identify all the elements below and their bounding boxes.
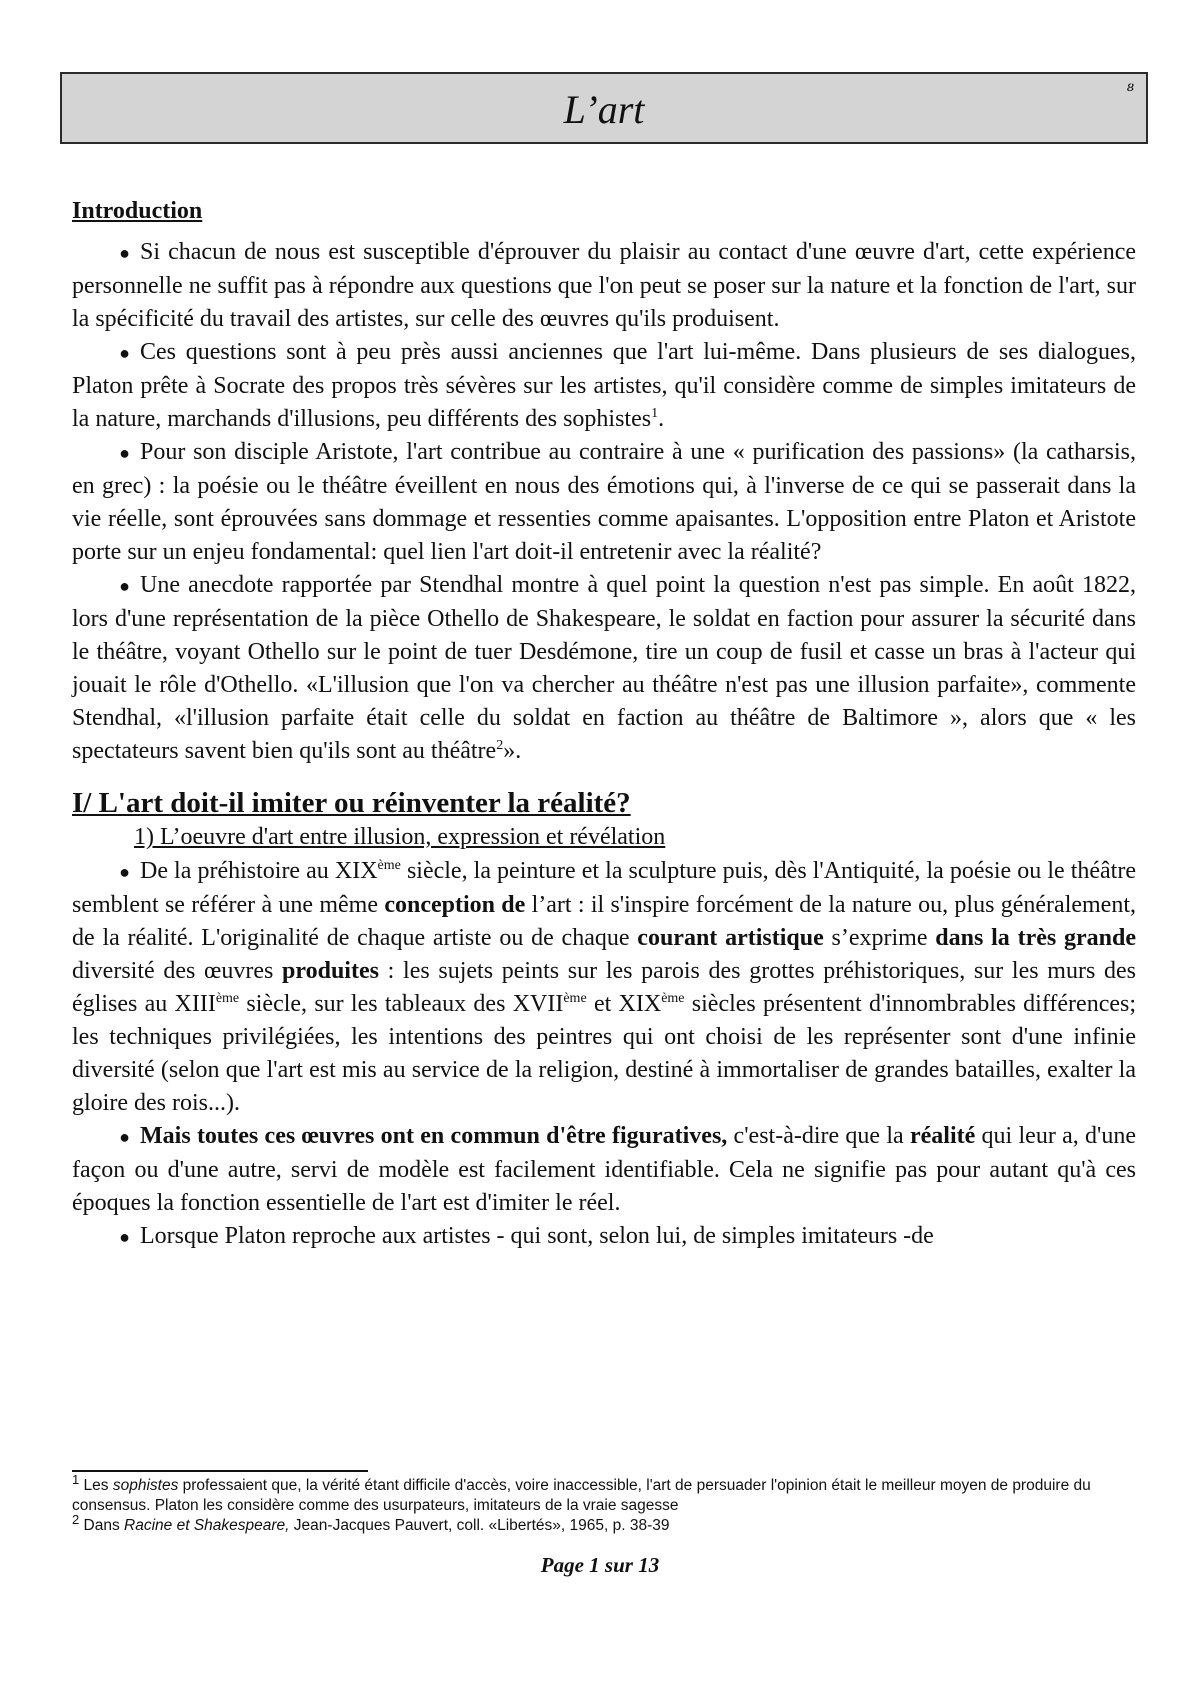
section-1-heading: I/ L'art doit-il imiter ou réinventer la réalité? bbox=[72, 787, 631, 819]
bullet-icon: ● bbox=[119, 1227, 130, 1247]
s1p1-bold-3: dans la très grande bbox=[935, 925, 1137, 951]
superscript-eme: ème bbox=[661, 991, 685, 1006]
intro-paragraph-3 bbox=[72, 436, 1136, 569]
footnote-1-number: 1 bbox=[72, 1471, 80, 1487]
bullet-icon: ● bbox=[119, 576, 130, 596]
superscript-eme: ème bbox=[563, 991, 587, 1006]
intro-paragraph-2 bbox=[72, 336, 1136, 436]
introduction-heading: Introduction bbox=[72, 198, 203, 224]
intro-p3-text: Pour son disciple Aristote, l'art contribue au contraire à une « purification des passions» (la catharsis, en grec) : la poésie ou le théâtre éveillent en nous des émotions qui, à l'inverse de ce qui se passerait dans la vie réelle, sont éprouvées sans dommage et ressenties comme apaisantes. L'opposition entre Platon et Aristote porte sur un enjeu fondamental: quel lien l'art doit-il entretenir avec la réalité? bbox=[72, 439, 1136, 565]
bullet-icon: ● bbox=[119, 443, 130, 463]
footnote-1-italic: sophistes bbox=[112, 1477, 179, 1494]
bullet-icon: ● bbox=[119, 1127, 130, 1147]
footnote-separator bbox=[72, 1470, 368, 1472]
s1p2-text-a: c'est-à-dire que la bbox=[727, 1123, 910, 1149]
footnote-2-text-a: Dans bbox=[79, 1517, 125, 1534]
intro-p1-text: Si chacun de nous est susceptible d'éprouver du plaisir au contact d'une œuvre d'art, cette expérience personnelle ne suffit pas à répondre aux questions que l'on peut se poser sur la nature et la fonction de l'art, sur la spécificité du travail des artistes, sur celle des œuvres qu'ils produisent. bbox=[72, 239, 1136, 332]
bullet-icon: ● bbox=[119, 243, 130, 263]
intro-p4-text: Une anecdote rapportée par Stendhal montre à quel point la question n'est pas simple. En août 1822, lors d'une représentation de la pièce Othello de Shakespeare, le soldat en faction pour assurer la sécurité dans le théâtre, voyant Othello sur le point de tuer Desdémone, tire un coup de fusil et casse un bras à l'acteur qui jouait le rôle d'Othello. «L'illusion que l'on va chercher au théâtre n'est pas une illusion parfaite», commente Stendhal, «l'illusion parfaite était celle du soldat en faction au théâtre de Baltimore », alors que « les spectateurs savent bien qu'ils sont au théâtre bbox=[72, 572, 1136, 764]
title-box bbox=[60, 72, 1148, 144]
document-body bbox=[72, 196, 1136, 1254]
s1p3-text: Lorsque Platon reproche aux artistes - qui sont, selon lui, de simples imitateurs -de bbox=[140, 1223, 934, 1249]
bullet-icon: ● bbox=[119, 862, 130, 882]
s1p1-text-a: De la préhistoire au XIX bbox=[140, 858, 378, 884]
section-1-paragraph-3 bbox=[72, 1220, 1136, 1254]
intro-p2-text: Ces questions sont à peu près aussi anciennes que l'art lui-même. Dans plusieurs de ses dialogues, Platon prête à Socrate des propos très sévères sur les artistes, qu'il considère comme de simples imitateurs de la nature, marchands d'illusions, peu différents des sophistes bbox=[72, 339, 1136, 432]
intro-p4-end: ». bbox=[503, 738, 522, 764]
s1p1-bold-4: produites bbox=[282, 958, 379, 984]
s1p1-text-b: siècle, la peinture et la sculpture puis, dès l'Antiquité, la poésie ou le théâtre semblent se référer à une même bbox=[72, 858, 1136, 918]
s1p2-bold-3: réalité bbox=[909, 1123, 976, 1149]
page-number: Page 1 sur 13 bbox=[540, 1553, 660, 1577]
footnote-1-text-a: Les bbox=[79, 1477, 113, 1494]
page-title: L’art bbox=[563, 87, 645, 132]
footnote-ref-2: 2 bbox=[496, 738, 504, 753]
s1p1-text-g: siècle, sur les tableaux des XVII bbox=[239, 991, 564, 1017]
footnote-1 bbox=[72, 1471, 1136, 1516]
s1p2-bold-2: figuratives, bbox=[605, 1123, 728, 1149]
corner-mark: ᴕ bbox=[1126, 78, 1134, 95]
s1p1-bold-2: courant artistique bbox=[637, 925, 824, 951]
s1p1-bold-1: conception de bbox=[384, 892, 526, 918]
s1p1-text-e: diversité des œuvres bbox=[72, 958, 283, 984]
footnote-2-text-b: Jean-Jacques Pauvert, coll. «Libertés», 1965, p. 38-39 bbox=[289, 1517, 670, 1534]
superscript-eme: ème bbox=[377, 858, 401, 873]
s1p1-text-f: : les sujets peints sur les parois des grottes préhistoriques, sur les murs des églises au XIII bbox=[72, 958, 1136, 1017]
footnote-2 bbox=[72, 1511, 1136, 1536]
s1p1-text-h: et XIX bbox=[586, 991, 662, 1017]
intro-paragraph-1 bbox=[72, 236, 1136, 336]
footnote-ref-1: 1 bbox=[651, 406, 659, 421]
section-1-paragraph-1 bbox=[72, 855, 1136, 1120]
footnote-2-italic: Racine et Shakespeare, bbox=[124, 1517, 290, 1534]
footnote-1-text-b: professaient que, la vérité étant difficile d'accès, voire inaccessible, l'art de persuader l'opinion était le meilleur moyen de produire du consensus. Platon les considère comme des usurpateurs, imitateurs de la vraie sagesse bbox=[72, 1477, 1091, 1514]
footnote-2-number: 2 bbox=[72, 1511, 80, 1527]
s1p1-text-i: siècles présentent d'innombrables différences; les techniques privilégiées, les intentions des peintres qui ont choisi de les représenter sont d'une infinie diversité (selon que l'art est mis au service de la religion, destiné à immortaliser de grandes batailles, exalter la gloire des rois...). bbox=[72, 991, 1137, 1116]
s1p2-bold-1: Mais toutes ces œuvres ont en commun d'être bbox=[140, 1123, 606, 1149]
section-1-subheading: 1) L’oeuvre d'art entre illusion, expression et révélation bbox=[134, 824, 666, 850]
bullet-icon: ● bbox=[119, 343, 130, 363]
section-1-paragraph-2 bbox=[72, 1120, 1136, 1220]
s1p2-text-b: qui leur a, d'une façon ou d'une autre, servi de modèle est facilement identifiable. Cela ne signifie pas pour autant qu'à ces époques la fonction essentielle de l'art est d'imiter le réel. bbox=[72, 1123, 1136, 1216]
superscript-eme: ème bbox=[215, 991, 240, 1006]
s1p1-text-c: l’art : il s'inspire forcément de la nature ou, plus généralement, de la réalité. L'originalité de chaque artiste ou de chaque bbox=[72, 892, 1136, 951]
intro-paragraph-4 bbox=[72, 569, 1136, 768]
intro-p2-end: . bbox=[658, 406, 665, 432]
s1p1-text-d: s’exprime bbox=[823, 925, 936, 951]
footnotes bbox=[72, 1471, 1136, 1536]
